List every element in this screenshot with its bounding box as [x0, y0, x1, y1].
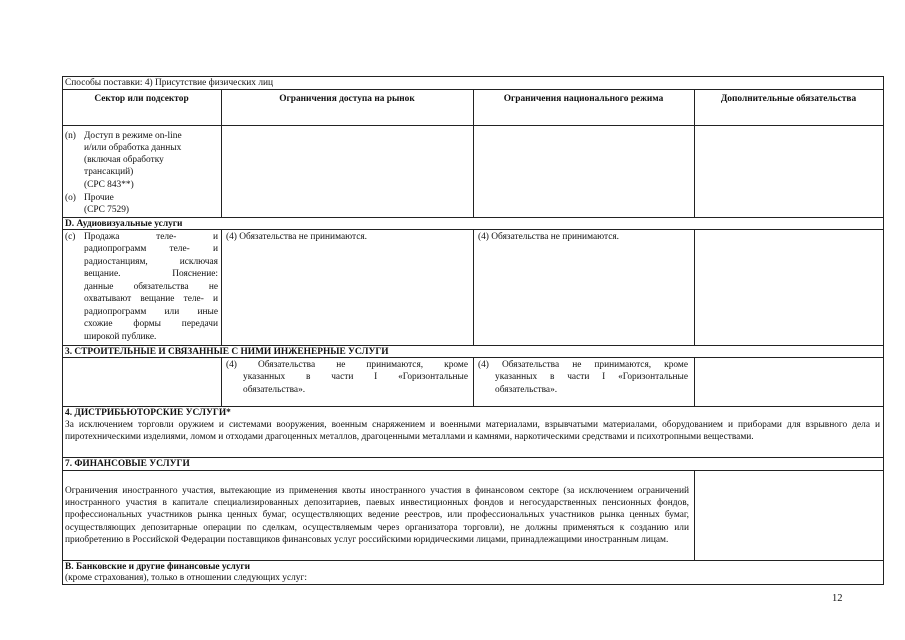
header-national-treatment: Ограничения национального режима: [503, 94, 664, 104]
item-marker: (o): [65, 193, 76, 203]
national-treatment-cell: (4) Обязательства не принимаются.: [478, 232, 620, 242]
sector-line: радиопрограмм или иные: [84, 307, 218, 317]
sector-line: радиопрограмм теле- и: [84, 244, 218, 254]
sector-line: схожие формы передачи: [84, 319, 218, 329]
sector-line: широкой публике.: [84, 332, 157, 342]
header-sector: Сектор или подсектор: [94, 94, 189, 104]
table-rule: [883, 76, 884, 584]
item-marker: (n): [65, 131, 76, 141]
sector-line: (CPC 7529): [84, 205, 130, 215]
section-text: Ограничения иностранного участия, вытекающие из применения квоты иностранного участия в финансовом секторе (за исключением ограничений иностранного участия в капитале специализированных депозитариев, паевых инвестиционных фондов и негосударственных пенсионных фондов, профессиональных участников рынка ценных бумаг, осуществляющих ведение реестров, или профессиональных участников рынка ценных бумаг, осуществляющих депозитарные операции по сделкам, осуществляемым через организатора торговли), не должны применяться к созданию или приобретению в Российской Федерации поставщиков финансовых услуг российскими юридическими лицами, принадлежащими иностранным лицам.: [65, 486, 689, 545]
supply-mode: Способы поставки: 4) Присутствие физических лиц: [65, 78, 274, 88]
section-heading: D. Аудиовизуальные услуги: [65, 219, 183, 229]
sector-line: (CPC 843**): [84, 180, 134, 190]
page-number: 12: [832, 593, 843, 604]
table-rule: [62, 217, 884, 218]
market-access-line: обязательства».: [243, 385, 306, 395]
national-treatment-line: обязательства».: [495, 385, 558, 395]
section-text: За исключением торговли оружием и системами вооружения, военным снаряжением и военными материалами, взрывчатыми материалами, оборудованием и приборами для взрывного дела и пиротехническими изделиями, ломом и отходами драгоценных металлов, драгоценными металлами и камнями, наркотическими средствами и психотропными веществами.: [65, 420, 880, 443]
section-heading: 4. ДИСТРИБЬЮТОРСКИЕ УСЛУГИ*: [65, 408, 231, 418]
sector-line: охватывают вещание теле- и: [84, 294, 218, 304]
sector-line: трансакций): [84, 167, 134, 177]
sector-line: Прочие: [84, 193, 114, 203]
table-rule: [221, 89, 222, 217]
header-additional: Дополнительные обязательства: [720, 94, 857, 104]
sector-line: Доступ в режиме on-line: [84, 131, 182, 141]
table-rule: [62, 76, 63, 584]
market-access-cell: (4) Обязательства не принимаются.: [226, 232, 368, 242]
section-heading: 7. ФИНАНСОВЫЕ УСЛУГИ: [65, 459, 190, 469]
national-treatment-line: (4) Обязательства не принимаются, кроме: [478, 360, 688, 370]
market-access-line: (4) Обязательства не принимаются, кроме: [226, 360, 468, 370]
table-rule: [473, 357, 474, 406]
section-heading: B. Банковские и другие финансовые услуги: [65, 562, 251, 572]
table-rule: [473, 89, 474, 217]
sector-line: (включая обработку: [84, 155, 164, 165]
sector-line: и/или обработка данных: [84, 143, 182, 153]
market-access-line: указанных в части I «Горизонтальные: [243, 372, 468, 382]
table-rule: [694, 470, 695, 560]
sector-line: данные обязательства не: [84, 282, 218, 292]
sector-line: вещание. Пояснение:: [84, 269, 218, 279]
table-rule: [221, 357, 222, 406]
table-rule: [694, 89, 695, 217]
table-rule: [221, 229, 222, 345]
sector-line: Продажа теле- и: [84, 232, 218, 242]
table-rule: [694, 229, 695, 345]
national-treatment-line: указанных в части I «Горизонтальные: [495, 372, 688, 382]
item-marker: (c): [65, 232, 76, 242]
section-text: (кроме страхования), только в отношении следующих услуг:: [65, 573, 307, 583]
sector-line: радиостанциям, исключая: [84, 257, 218, 267]
header-market-access: Ограничения доступа на рынок: [279, 94, 415, 104]
table-rule: [473, 229, 474, 345]
section-heading: 3. СТРОИТЕЛЬНЫЕ И СВЯЗАННЫЕ С НИМИ ИНЖЕНЕРНЫЕ УСЛУГИ: [65, 347, 389, 357]
table-rule: [694, 357, 695, 406]
